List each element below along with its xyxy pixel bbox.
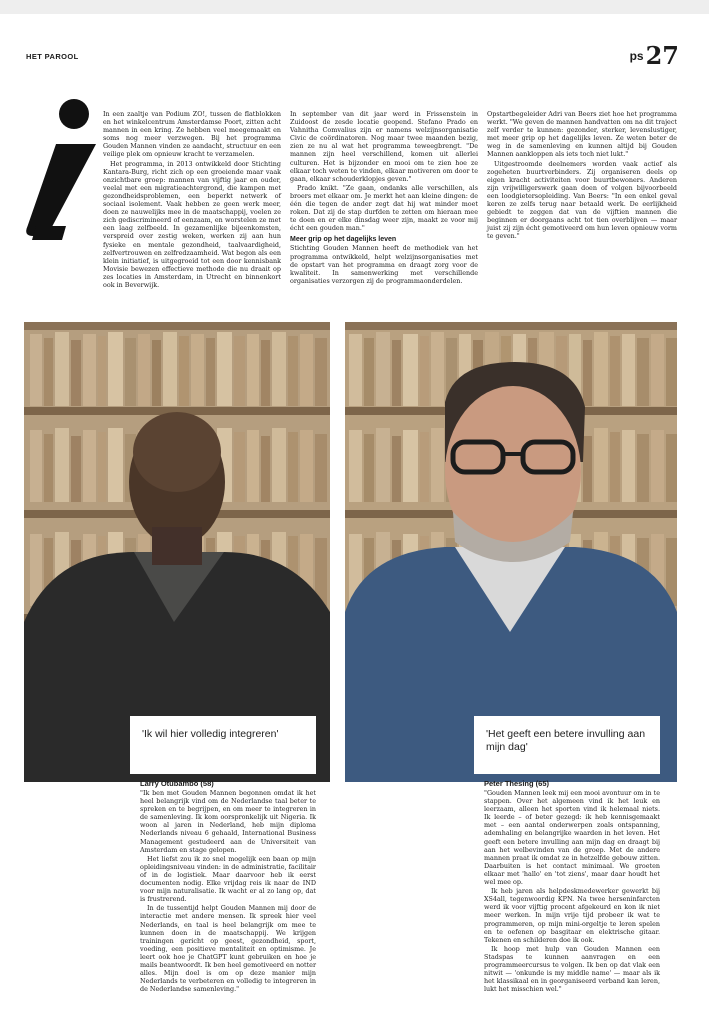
profile-name-larry: Larry Otubambo (58)	[140, 779, 214, 788]
intro-paragraph: Opstartbegeleider Adri van Beers ziet hoe het programma werkt. "We geven de mannen handvatten om na dit traject zelf verder te kunnen: gezonder, sterker, levenslustiger, met meer grip op het dagelijks leven. Ze weten beter de weg in de samenleving en kunnen altijd bij Gouden Mannen aankloppen als iets toch niet lukt."	[487, 110, 677, 159]
profile-paragraph: Het liefst zou ik zo snel mogelijk een baan op mijn opleidingsniveau vinden: in de administratie, facilitair of in de logistiek. Maar daarvoor heb ik eerst documenten nodig. Elke vrijdag reis ik naar de IND voor mijn naturalisatie. Ik wacht er al zo lang op, dat is frustrerend.	[140, 854, 316, 904]
pull-quote-box-peter	[474, 716, 660, 774]
drop-cap-initial	[22, 96, 98, 246]
intro-paragraph: In september van dit jaar werd in Frissenstein in Zuidoost de zesde locatie geopend. Stefano Prado en Vahnitha Comvalius zijn er namens welzijnsorganisatie Civic de coördinatoren. Nog maar twee maanden bezig, zien ze nu al wat het programma teweegbrengt. "De mannen zijn heel verschillend, komen uit allerlei culturen. Het is bijzonder en mooi om te zien hoe ze elkaar toch weten te vinden, elkaar motiveren om door te gaan, elkaar schouderklopjes geven."	[290, 110, 478, 183]
profile-text-larry	[140, 789, 316, 994]
pull-quote-box-larry	[130, 716, 316, 774]
profile-paragraph: "Ik ben met Gouden Mannen begonnen omdat ik het heel belangrijk vind om de Nederlandse taal beter te spreken en te begrijpen, en om meer te integreren in de samenleving. Ik kom oorspronkelijk uit Nigeria. Ik woon al jaren in Nederland, heb mijn diploma Nederlands niveau 6 gehaald, International Business Management gestudeerd aan de Universiteit van Amsterdam en stage gelopen.	[140, 789, 316, 854]
portrait-photo-larry	[24, 322, 330, 782]
intro-column-3	[487, 110, 677, 242]
intro-column-1	[103, 110, 281, 290]
newspaper-name: HET PAROOL	[26, 52, 79, 61]
profile-paragraph: "Gouden Mannen leek mij een mooi avontuur om in te stappen. Over het algemeen vind ik het leuk en leerzaam, alleen het sporten vind ik helemaal niets. Ik leerde – of beter gezegd: ik heb kennisgemaakt met – een aantal onderwerpen zoals ontspanning, ademhaling en belangrijke waarden in het leven. Het geeft een betere invulling aan mijn dag en draagt bij aan het welbevinden van de groep. Met de andere mannen praat ik omdat ze in hetzelfde gebouw zitten. Daarbuiten is het contact minimaal. We groeten elkaar met 'hallo' en 'tot ziens', maar daar houdt het wel mee op.	[484, 789, 660, 887]
top-bar	[0, 0, 709, 14]
page-number	[629, 41, 679, 70]
profile-paragraph: Ik heb jaren als helpdeskmedewerker gewerkt bij XS4all, tegenwoordig KPN. Na twee herseninfarcten werd ik voor vijftig procent afgekeurd en kon ik niet meer werken. In mijn vrije tijd probeer ik wat te programmeren, op mijn mini-orgeltje te leren spelen en te oefenen op basgitaar en elektrische gitaar. Tekenen en schilderen doe ik ook.	[484, 887, 660, 944]
subheading: Meer grip op het dagelijks leven	[290, 236, 397, 244]
pull-quote-larry: 'Ik wil hier volledig integreren'	[142, 728, 279, 740]
profile-text-peter	[484, 789, 660, 994]
profile-name-peter: Peter Thesing (65)	[484, 779, 550, 788]
profile-paragraph: Ik hoop met hulp van Gouden Mannen een Stadspas te kunnen aanvragen en een programmeercursus te volgen. Ik ben op dat vlak een nitwit — 'onkunde is my middle name' — maar als ik het klassikaal en in georganiseerd verband kan leren, lukt het misschien wel."	[484, 944, 660, 994]
page-number-value: 27	[645, 41, 679, 70]
profile-paragraph: In de tussentijd helpt Gouden Mannen mij door de interactie met andere mensen. Ik spreek hier veel Nederlands, en taal is heel belangrijk om mee te kunnen doen in de maatschappij. We krijgen trainingen gericht op geest, gezondheid, sport, voeding, een positieve mentaliteit en optimisme. Je leert ook hoe je ChatGPT kunt gebruiken en hoe je mails beantwoordt. Ik ben heel gemotiveerd en notter alles. Mijn doel is om op deze manier mijn Nederlands te verbeteren en volledig te integreren in de Nederlandse samenleving."	[140, 904, 316, 994]
intro-paragraph: Uitgestroomde deelnemers worden vaak actief als zogeheten buurtverbinders. Zij organiseren deels op eigen kracht activiteiten voor buurtbewoners. Anderen zijn vrijwilligerswerk gaan doen of volgen bijvoorbeeld een loodgietersopleiding. Van Beers: "In een enkel geval keren ze zelfs terug naar betaald werk. De eerlijkheid gebiedt te zeggen dat van de vijftien mannen die beginnen er doorgaans acht tot tien overblijven — maar juist zij zijn écht gemotiveerd om hun leven opnieuw vorm te geven."	[487, 159, 677, 241]
intro-column-2	[290, 110, 478, 286]
intro-paragraph: Het programma, in 2013 ontwikkeld door Stichting Kantara-Burg, richt zich op een groeiende maar vaak onzichtbare groep: mannen van vijftig jaar en ouder, veelal met een migratieachtergrond, die kampen met gezondheidsproblemen, een beperkt netwerk of sociaal isolement. Vaak hebben ze geen werk meer, doen ze nauwelijks mee in de maatschappij, voelen ze zich gediscrimineerd of eenzaam, en worstelen ze met een laag zelfbeeld. In gezamenlijke bijeenkomsten, verspreid over zestig weken, werken zij aan hun fysieke en mentale gezondheid, taalvaardigheid, zelfvertrouwen en zelfredzaamheid. Wat begon als een klein initiatief, is uitgegroeid tot een door kennisbank Movisie bewezen effectieve methode die nu draait op zes locaties in Amsterdam, in Utrecht en binnenkort ook in Beverwijk.	[103, 159, 281, 289]
portrait-photo-peter	[345, 322, 677, 782]
pull-quote-peter: 'Het geeft een betere invulling aan mijn dag'	[486, 728, 646, 753]
intro-paragraph: Stichting Gouden Mannen heeft de methodiek van het programma ontwikkeld, helpt welzijnsorganisaties met de opstart van het programma en draagt zorg voor de kwaliteit. In samenwerking met verschillende organisaties verzorgen zij de programmaonderdelen.	[290, 244, 478, 285]
intro-paragraph: In een zaaltje van Podium ZO!, tussen de flatblokken en het winkelcentrum Amsterdamse Poort, zitten acht mannen in een kring. Ze hebben veel meegemaakt en soms nog meer verzwegen. Bij het programma Gouden Mannen vinden ze aandacht, structuur en een veilige plek om opnieuw kracht te verzamelen.	[103, 110, 281, 159]
intro-paragraph: Prado knikt. "Ze gaan, ondanks alle verschillen, als broers met elkaar om. Je merkt het aan kleine dingen: de één die tegen de ander zegt dat hij wat minder moet roken. Dat zij de stap durfden te zetten om hieraan mee te doen en er elke dinsdag weer zijn, maakt ze voor mij écht een gouden man."	[290, 183, 478, 233]
section-label: ps	[629, 49, 644, 63]
